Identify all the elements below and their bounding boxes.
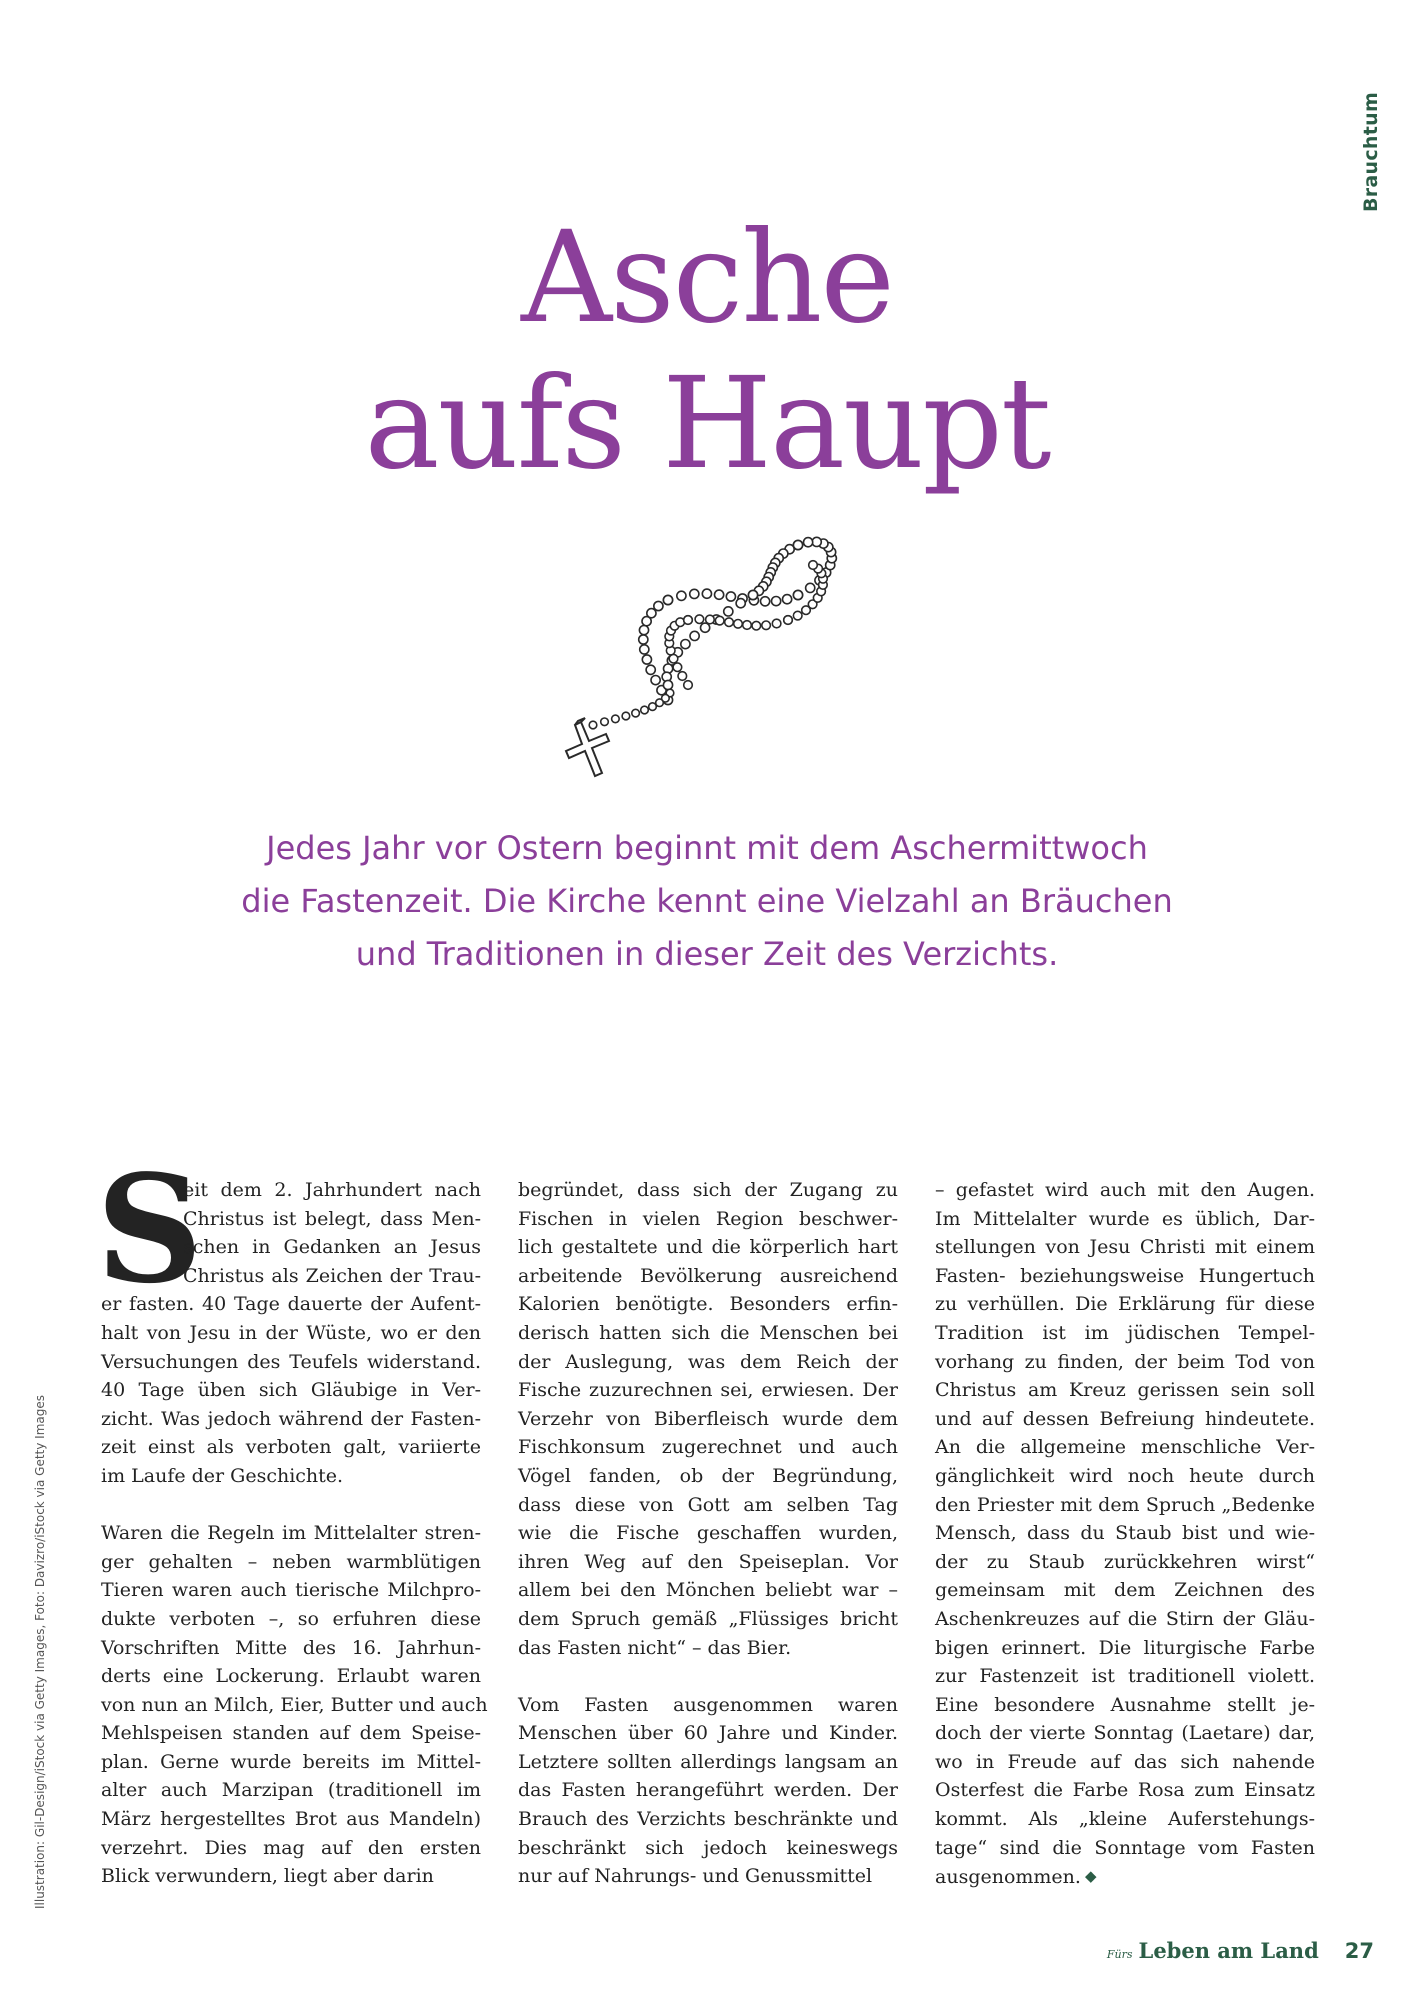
text-line xyxy=(935,1605,1315,1634)
rosary-bead xyxy=(654,601,663,610)
text-line-content: Menschen über 60 Jahre und Kinder. xyxy=(518,1722,898,1745)
intro-line: und Traditionen in dieser Zeit des Verzichts. xyxy=(355,935,1059,973)
rosary-bead xyxy=(715,616,724,625)
text-line xyxy=(518,1748,898,1777)
text-line-content: arbeitende Bevölkerung ausreichend xyxy=(518,1264,898,1287)
rosary-bead xyxy=(804,538,813,547)
text-line xyxy=(101,1433,481,1462)
page-footer xyxy=(1107,1938,1374,1968)
intro-line: Jedes Jahr vor Ostern beginnt mit dem Aschermittwoch xyxy=(266,829,1148,867)
text-line xyxy=(101,1205,481,1234)
text-line xyxy=(101,1233,481,1262)
text-line-content: schen in Gedanken an Jesus xyxy=(183,1236,481,1259)
text-line xyxy=(518,1290,898,1319)
rosary-bead xyxy=(673,663,682,672)
rosary-bead xyxy=(651,676,660,685)
text-line xyxy=(101,1519,481,1548)
text-line-content: ger gehalten – neben warmblütigen xyxy=(101,1550,481,1573)
text-line-content: gemeinsam mit dem Zeichnen des xyxy=(935,1579,1315,1602)
text-line xyxy=(518,1805,898,1834)
text-line xyxy=(935,1462,1315,1491)
rosary-bead xyxy=(783,595,792,604)
text-line xyxy=(518,1691,898,1720)
text-line xyxy=(518,1348,898,1377)
text-line-content: tage“ sind die Sonntage vom Fasten xyxy=(935,1836,1315,1859)
diamond-end-icon: ◆ xyxy=(1084,1867,1097,1886)
text-line xyxy=(518,1862,898,1891)
text-line xyxy=(935,1862,1315,1892)
rosary-bead xyxy=(589,721,597,729)
rosary-bead xyxy=(743,621,752,630)
text-line xyxy=(935,1576,1315,1605)
rosary-bead xyxy=(762,621,771,630)
text-line-content: Fischen in vielen Region beschwer- xyxy=(518,1207,898,1230)
text-line xyxy=(101,1834,481,1863)
text-line xyxy=(101,1290,481,1319)
text-line-content: Im Mittelalter wurde es üblich, Dar- xyxy=(935,1207,1315,1230)
rosary-bead xyxy=(632,709,640,717)
rosary-bead xyxy=(639,635,648,644)
text-line-content: von nun an Milch, Eier, Butter und auch xyxy=(101,1693,488,1716)
rosary-bead xyxy=(641,706,649,714)
text-line xyxy=(101,1376,481,1405)
text-line-content: wie die Fische geschaffen wurden, xyxy=(518,1522,898,1545)
text-line-content: Fische zuzurechnen sei, erwiesen. Der xyxy=(518,1379,898,1402)
text-line-content: ausgenommen. xyxy=(935,1866,1081,1889)
rosary-bead xyxy=(647,609,656,618)
text-line-content: Christus als Zeichen der Trau- xyxy=(183,1264,481,1287)
text-line-content: dukte verboten –, so erfuhren diese xyxy=(101,1607,481,1630)
rosary-bead xyxy=(677,591,686,600)
text-line xyxy=(935,1405,1315,1434)
rosary-bead xyxy=(663,680,672,689)
text-line-content: Letztere sollten allerdings langsam an xyxy=(518,1750,898,1773)
text-line-content: März hergestelltes Brot aus Mandeln) xyxy=(101,1808,481,1831)
text-line xyxy=(935,1776,1315,1805)
cross-icon xyxy=(566,718,609,776)
text-line-content: gänglichkeit wird noch heute durch xyxy=(935,1464,1315,1487)
text-line-content: beschränkt sich jedoch keineswegs xyxy=(518,1836,898,1859)
text-line-content: doch der vierte Sonntag (Laetare) dar, xyxy=(935,1722,1315,1745)
rosary-bead xyxy=(726,592,735,601)
text-line-content: er fasten. 40 Tage dauerte der Aufent- xyxy=(101,1293,481,1316)
text-line xyxy=(935,1348,1315,1377)
rosary-bead xyxy=(736,599,745,608)
rosary-bead xyxy=(649,703,657,711)
text-line-content: begründet, dass sich der Zugang zu xyxy=(518,1179,898,1201)
rosary-bead xyxy=(678,672,687,681)
image-credit xyxy=(28,1394,52,1910)
text-line-content: das Fasten herangeführt werden. Der xyxy=(518,1779,898,1802)
rosary-bead xyxy=(806,583,815,592)
text-line-content: Brauch des Verzichts beschränkte und xyxy=(518,1808,898,1831)
text-line xyxy=(518,1719,898,1748)
text-line xyxy=(935,1748,1315,1777)
text-line xyxy=(518,1519,898,1548)
rosary-bead xyxy=(681,640,690,649)
rosary-bead xyxy=(695,615,704,624)
text-line xyxy=(101,1462,481,1491)
text-line-content: ihren Weg auf den Speiseplan. Vor xyxy=(518,1550,898,1573)
text-line-content: alter auch Marzipan (traditionell im xyxy=(101,1779,481,1802)
rosary-bead xyxy=(784,616,793,625)
text-line-content: und auf dessen Befreiung hindeutete. xyxy=(935,1407,1315,1430)
text-line xyxy=(935,1719,1315,1748)
rosary-bead xyxy=(725,618,734,627)
text-line xyxy=(935,1662,1315,1691)
text-line xyxy=(935,1834,1315,1863)
text-line-content: Blick verwundern, liegt aber darin xyxy=(101,1865,434,1888)
rosary-icon xyxy=(548,525,908,785)
text-line-content: Osterfest die Farbe Rosa zum Einsatz xyxy=(935,1779,1315,1802)
text-line-content: stellungen von Jesu Christi mit einem xyxy=(935,1236,1315,1259)
text-line xyxy=(101,1548,481,1577)
text-line xyxy=(101,1576,481,1605)
text-line xyxy=(101,1405,481,1434)
text-line-content: eit dem 2. Jahrhundert nach xyxy=(183,1179,481,1201)
section-label xyxy=(1356,92,1386,212)
rosary-bead xyxy=(748,590,757,599)
rosary-bead xyxy=(715,590,724,599)
text-line xyxy=(518,1233,898,1262)
text-line-content: Kalorien benötigte. Besonders erfin- xyxy=(518,1293,898,1316)
text-line xyxy=(101,1691,488,1720)
rosary-bead xyxy=(734,620,743,629)
headline xyxy=(0,205,1414,497)
text-line-content: Mehlspeisen standen auf dem Speise- xyxy=(101,1722,481,1745)
text-line xyxy=(935,1319,1315,1348)
text-line xyxy=(935,1805,1315,1834)
text-line-content: Fasten- beziehungsweise Hungertuch xyxy=(935,1264,1315,1287)
rosary-bead xyxy=(752,621,761,630)
rosary-bead xyxy=(612,715,620,723)
rosary-bead xyxy=(702,589,711,598)
page-number: 27 xyxy=(1344,1939,1374,1963)
drop-cap: S xyxy=(96,1142,203,1316)
text-line-content: zur Fastenzeit ist traditionell violett. xyxy=(935,1665,1315,1688)
section-label-text: Brauchtum xyxy=(1360,91,1383,213)
text-line-content: zu verhüllen. Die Erklärung für diese xyxy=(935,1293,1315,1316)
text-line xyxy=(518,1176,898,1205)
text-line xyxy=(518,1433,898,1462)
rosary-bead xyxy=(793,611,802,620)
text-line-content: Eine besondere Ausnahme stellt je- xyxy=(935,1693,1315,1716)
text-line xyxy=(935,1691,1315,1720)
text-line xyxy=(518,1319,898,1348)
rosary-bead xyxy=(663,595,672,604)
article-column-3 xyxy=(935,1176,1315,1892)
text-line xyxy=(101,1862,481,1891)
rosary-bead xyxy=(684,681,693,690)
rosary-bead xyxy=(701,623,710,632)
text-line-content: Mensch, dass du Staub bist und wie- xyxy=(935,1522,1315,1545)
text-line-content: der zu Staub zurückkehren wirst“ xyxy=(935,1550,1315,1573)
text-line xyxy=(101,1176,481,1205)
rosary-bead xyxy=(640,645,649,654)
footer-brand-small: Fürs xyxy=(1106,1948,1133,1961)
text-line-content: den Priester mit dem Spruch „Bedenke xyxy=(935,1493,1315,1516)
text-line xyxy=(101,1662,481,1691)
rosary-bead xyxy=(690,631,699,640)
text-line xyxy=(935,1548,1315,1577)
text-line xyxy=(935,1262,1315,1291)
article-column-2 xyxy=(518,1176,898,1891)
footer-brand: Leben am Land xyxy=(1138,1938,1319,1963)
text-line xyxy=(935,1205,1315,1234)
text-line xyxy=(101,1719,481,1748)
rosary-bead xyxy=(793,590,802,599)
rosary-bead xyxy=(761,597,770,606)
rosary-bead xyxy=(622,712,630,720)
text-line-content: Vom Fasten ausgenommen waren xyxy=(518,1693,898,1716)
text-line xyxy=(518,1205,898,1234)
text-line xyxy=(101,1348,481,1377)
rosary-bead xyxy=(646,665,655,674)
text-line xyxy=(518,1405,898,1434)
text-line xyxy=(518,1548,898,1577)
text-line-content: – gefastet wird auch mit den Augen. xyxy=(935,1179,1315,1201)
headline-line-1: Asche xyxy=(521,204,893,351)
text-line xyxy=(518,1376,898,1405)
text-line xyxy=(518,1262,898,1291)
text-line xyxy=(518,1462,898,1491)
rosary-bead xyxy=(706,615,715,624)
text-line xyxy=(935,1634,1315,1663)
text-line-content: halt von Jesu in der Wüste, wo er den xyxy=(101,1321,481,1344)
text-line xyxy=(101,1634,481,1663)
text-line xyxy=(518,1576,898,1605)
rosary-bead xyxy=(690,589,699,598)
rosary-bead xyxy=(809,561,818,570)
text-line-content: Christus ist belegt, dass Men- xyxy=(183,1207,481,1230)
rosary-bead xyxy=(601,718,609,726)
text-line-content: Verzehr von Biberfleisch wurde dem xyxy=(518,1407,898,1430)
rosary-bead xyxy=(772,597,781,606)
text-line-content: 40 Tage üben sich Gläubige in Ver- xyxy=(101,1379,481,1402)
text-line-content: plan. Gerne wurde bereits im Mittel- xyxy=(101,1750,481,1773)
text-line-content: Fischkonsum zugerechnet und auch xyxy=(518,1436,898,1459)
paragraph-gap xyxy=(518,1662,898,1691)
text-line-content: kommt. Als „kleine Auferstehungs- xyxy=(935,1808,1315,1831)
text-line-content: lich gestaltete und die körperlich hart xyxy=(518,1236,898,1259)
text-line-content: Vorschriften Mitte des 16. Jahrhun- xyxy=(101,1636,481,1659)
text-line-content: Christus am Kreuz gerissen sein soll xyxy=(935,1379,1315,1402)
intro-line: die Fastenzeit. Die Kirche kennt eine Vielzahl an Bräuchen xyxy=(241,882,1173,920)
text-line-content: allem bei den Mönchen beliebt war – xyxy=(518,1579,898,1602)
text-line xyxy=(935,1290,1315,1319)
rosary-bead xyxy=(772,619,781,628)
paragraph-gap xyxy=(101,1491,481,1520)
text-line-content: Versuchungen des Teufels widerstand. xyxy=(101,1350,481,1373)
headline-line-2: aufs Haupt xyxy=(364,350,1050,497)
text-line-content: dem Spruch gemäß „Flüssiges bricht xyxy=(518,1607,898,1630)
rosary-bead xyxy=(639,626,648,635)
intro xyxy=(140,822,1274,981)
text-line-content: Tieren waren auch tierische Milchpro- xyxy=(101,1579,481,1602)
text-line-content: im Laufe der Geschichte. xyxy=(101,1464,344,1487)
text-line xyxy=(935,1376,1315,1405)
rosary-bead xyxy=(642,655,651,664)
text-line xyxy=(101,1776,481,1805)
text-line-content: das Fasten nicht“ – das Bier. xyxy=(518,1636,792,1659)
text-line xyxy=(518,1634,898,1663)
text-line xyxy=(518,1491,898,1520)
text-line-content: verzehrt. Dies mag auf den ersten xyxy=(101,1836,481,1859)
text-line-content: zicht. Was jedoch während der Fasten- xyxy=(101,1407,481,1430)
text-line-content: wo in Freude auf das sich nahende xyxy=(935,1750,1315,1773)
rosary-bead xyxy=(684,616,693,625)
rosary-bead xyxy=(724,607,733,616)
text-line xyxy=(518,1834,898,1863)
text-line xyxy=(935,1519,1315,1548)
text-line-content: derts eine Lockerung. Erlaubt waren xyxy=(101,1665,481,1688)
text-line-content: Waren die Regeln im Mittelalter stren- xyxy=(101,1522,481,1545)
text-line-content: derisch hatten sich die Menschen bei xyxy=(518,1321,898,1344)
text-line-content: bigen erinnert. Die liturgische Farbe xyxy=(935,1636,1315,1659)
image-credit-text: Illustration: Gil-Design/iStock via Getty Images, Foto: Davizro/iStock via Getty Images xyxy=(33,1394,48,1910)
text-line-content: dass diese von Gott am selben Tag xyxy=(518,1493,898,1516)
text-line xyxy=(518,1776,898,1805)
text-line-content: nur auf Nahrungs- und Genussmittel xyxy=(518,1865,873,1888)
text-line xyxy=(101,1605,481,1634)
text-line-content: der Auslegung, was dem Reich der xyxy=(518,1350,898,1373)
text-line-content: Aschenkreuzes auf die Stirn der Gläu- xyxy=(935,1607,1315,1630)
text-line xyxy=(935,1176,1315,1205)
text-line-content: An die allgemeine menschliche Ver- xyxy=(935,1436,1315,1459)
text-line-content: vorhang zu finden, der beim Tod von xyxy=(935,1350,1315,1373)
text-line xyxy=(101,1262,481,1291)
article-column-1 xyxy=(101,1176,488,1891)
text-line-content: zeit einst als verboten galt, variierte xyxy=(101,1436,481,1459)
text-line xyxy=(935,1491,1315,1520)
text-line xyxy=(101,1319,481,1348)
text-line xyxy=(518,1605,898,1634)
text-line-content: Tradition ist im jüdischen Tempel- xyxy=(935,1321,1315,1344)
text-line xyxy=(101,1748,481,1777)
text-line xyxy=(101,1805,481,1834)
text-line-content: Vögel fanden, ob der Begründung, xyxy=(518,1464,898,1487)
text-line xyxy=(935,1233,1315,1262)
text-line xyxy=(935,1433,1315,1462)
